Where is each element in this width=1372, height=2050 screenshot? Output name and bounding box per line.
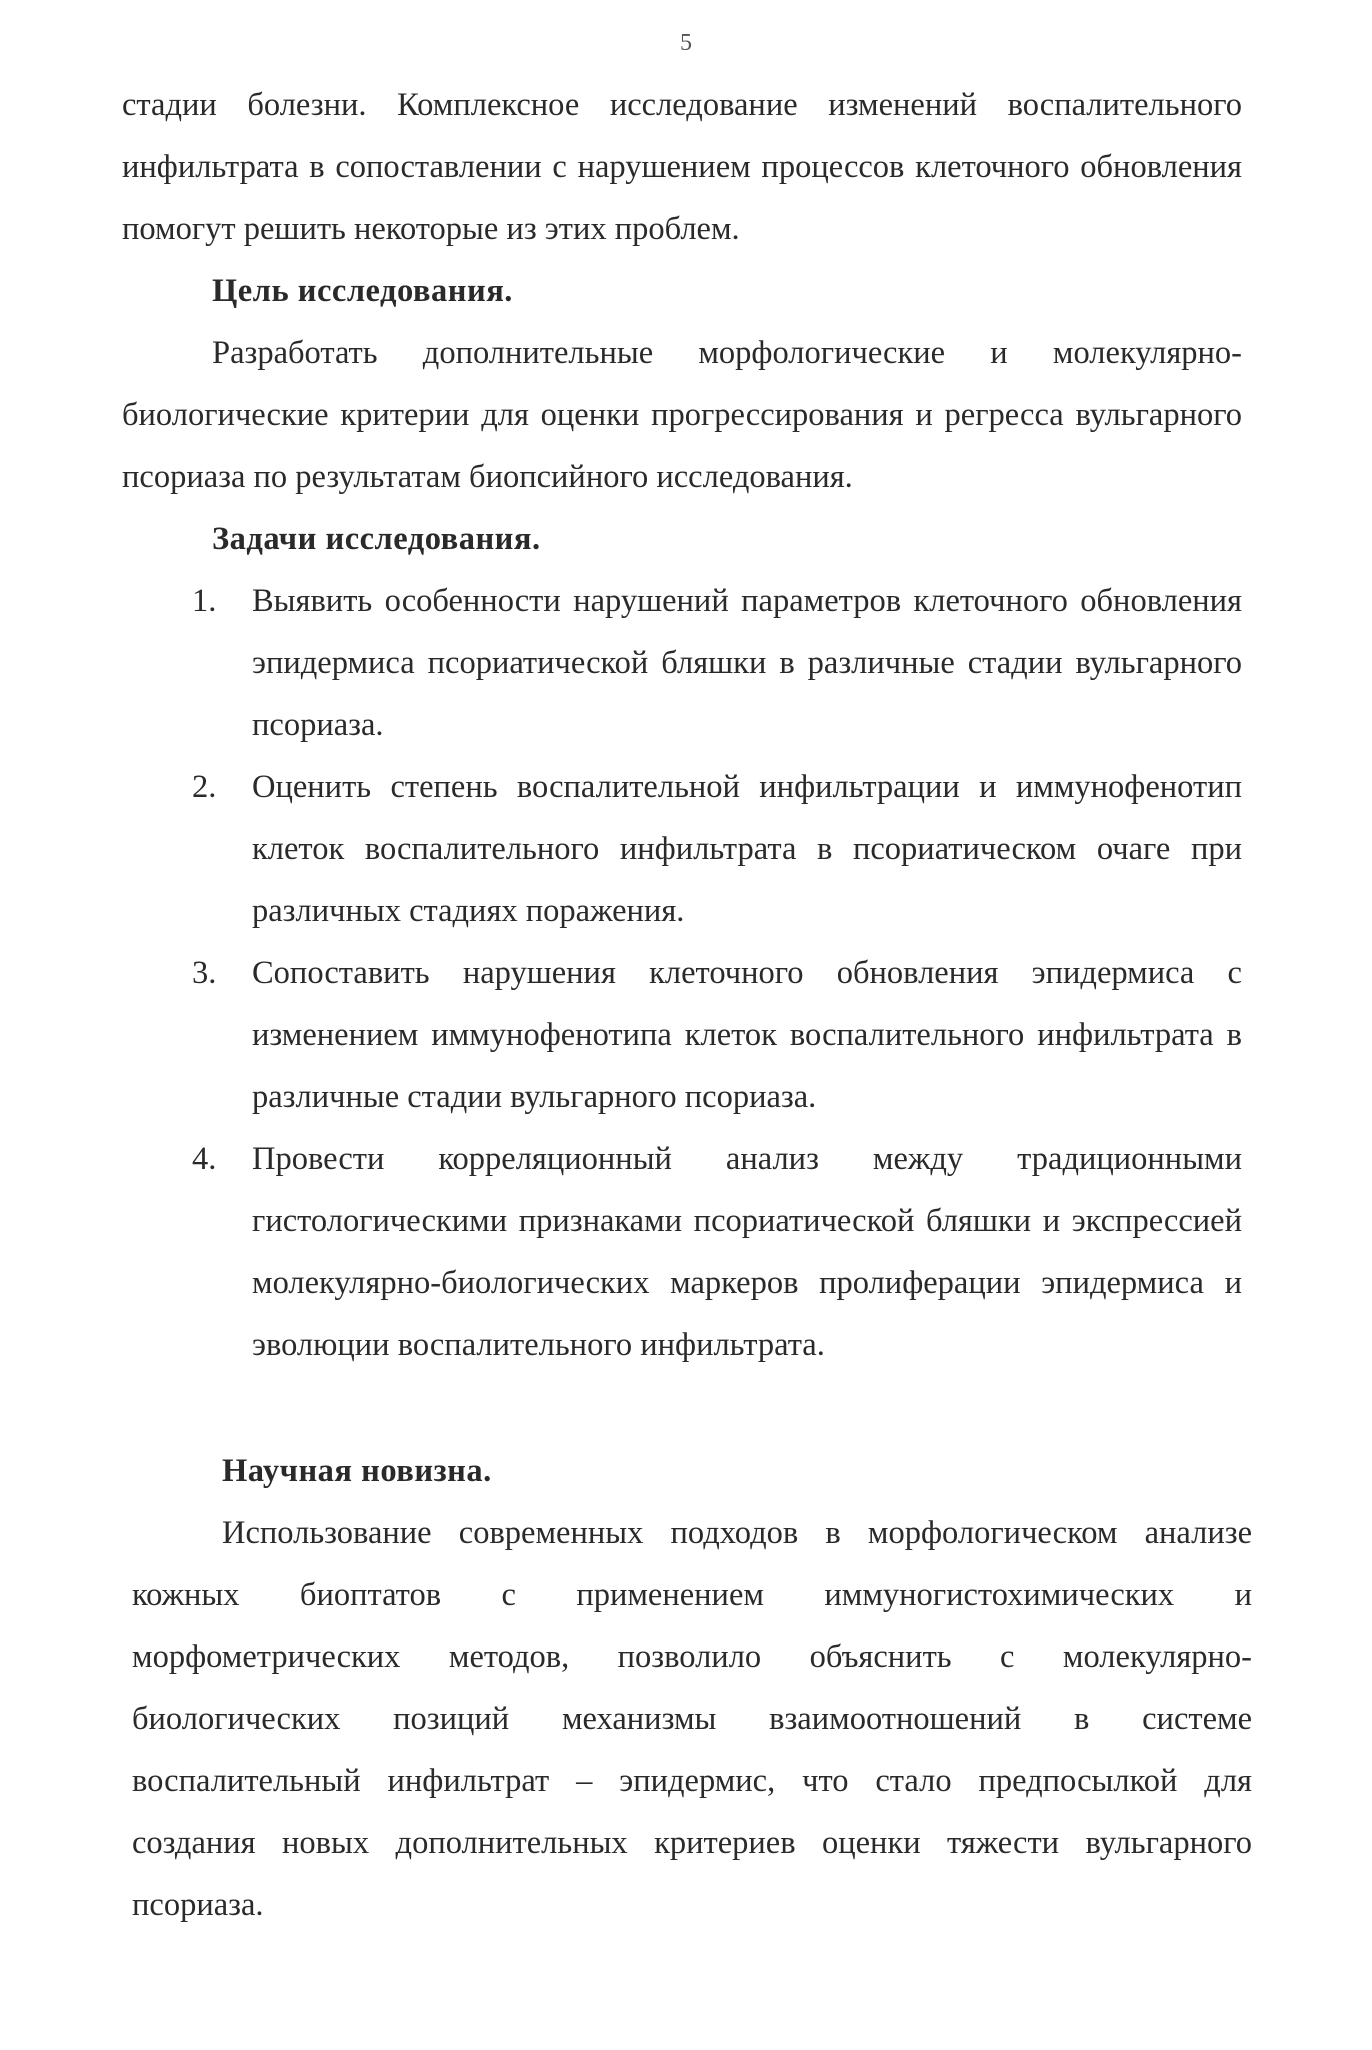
task-number: 4. — [192, 1141, 217, 1177]
task-item — [122, 756, 1242, 942]
goal-heading: Цель исследования. — [212, 273, 513, 309]
task-text: Оценить степень воспалительной инфильтрации и иммунофенотип клеток воспалительного инфильтрата в псориатическом очаге при различных стадиях поражения. — [252, 769, 1242, 929]
task-item — [122, 570, 1242, 756]
task-text: Провести корреляционный анализ между традиционными гистологическими признаками псориатической бляшки и экспрессией молекулярно-биологических маркеров пролиферации эпидермиса и эволюции воспалительного инфильтрата. — [252, 1141, 1242, 1363]
task-number: 3. — [192, 955, 217, 991]
novelty-paragraph: Использование современных подходов в морфологическом анализе кожных биоптатов с применением иммуногистохимических и морфометрических методов, позволило объяснить с молекулярно-биологических позиций механизмы взаимоотношений в системе воспалительный инфильтрат – эпидермис, что стало предпосылкой для создания новых дополнительных критериев оценки тяжести вульгарного псориаза. — [132, 1515, 1252, 1923]
tasks-list — [122, 570, 1242, 1376]
task-number: 2. — [192, 769, 217, 805]
novelty-heading: Научная новизна. — [222, 1453, 492, 1489]
page-number: 5 — [680, 30, 692, 56]
task-text: Сопоставить нарушения клеточного обновления эпидермиса с изменением иммунофенотипа клеток воспалительного инфильтрата в различные стадии вульгарного псориаза. — [252, 955, 1242, 1115]
tasks-heading: Задачи исследования. — [212, 521, 541, 557]
task-text: Выявить особенности нарушений параметров клеточного обновления эпидермиса псориатической бляшки в различные стадии вульгарного псориаза. — [252, 583, 1242, 743]
novelty-section — [132, 1440, 1252, 1936]
task-item — [122, 1128, 1242, 1376]
task-number: 1. — [192, 583, 217, 619]
intro-paragraph: стадии болезни. Комплексное исследование изменений воспалительного инфильтрата в сопоставлении с нарушением процессов клеточного обновления помогут решить некоторые из этих проблем. — [122, 87, 1242, 247]
goal-paragraph: Разработать дополнительные морфологические и молекулярно-биологические критерии для оценки прогрессирования и регресса вульгарного псориаза по результатам биопсийного исследования. — [122, 335, 1242, 495]
document-body — [122, 74, 1242, 1376]
task-item — [122, 942, 1242, 1128]
